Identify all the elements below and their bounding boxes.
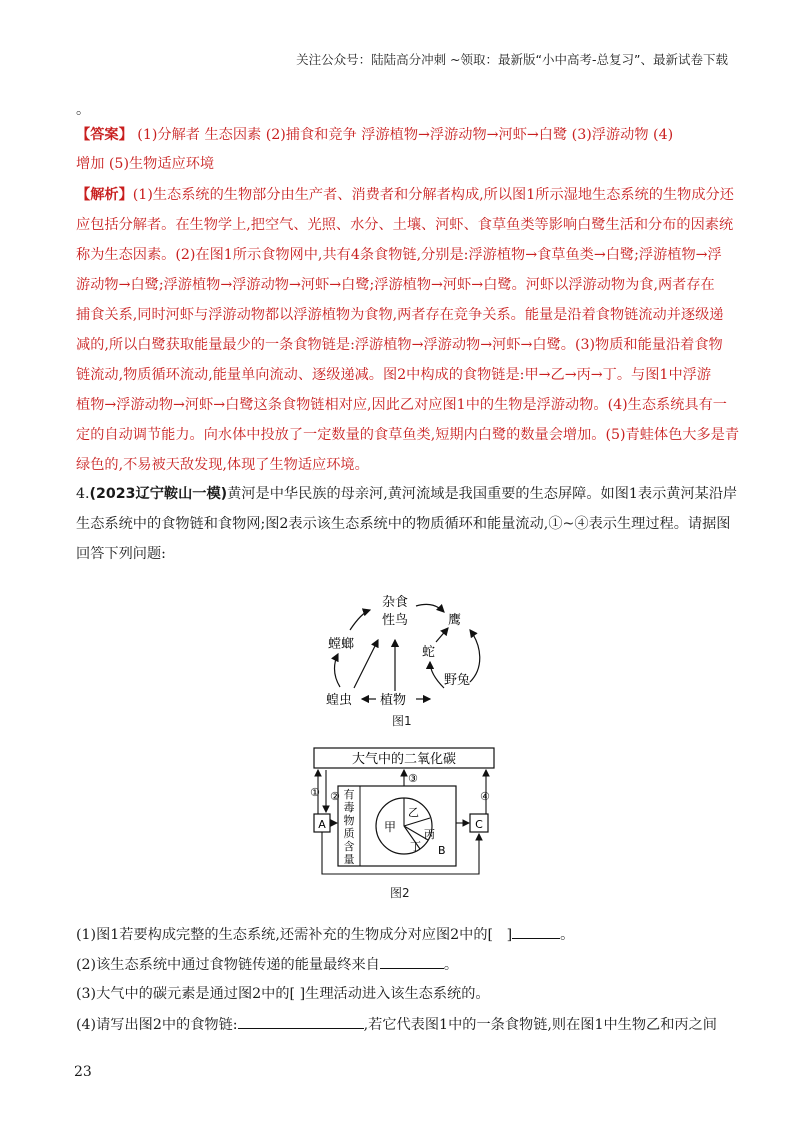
page-number: 23: [74, 1064, 92, 1080]
label-3: ③: [408, 772, 418, 785]
sub-question-1: [76, 924, 726, 945]
question4-line-2: 生态系统中的食物链和食物网;图2表示该生态系统中的物质循环和能量流动,①~④表示生理过程。请据图: [76, 516, 731, 532]
figure2-cycle-diagram: [304, 746, 504, 876]
node-plant: 植物: [380, 693, 407, 708]
question4-source: (2023辽宁鞍山一模): [89, 486, 228, 502]
q1-blank: [512, 924, 560, 939]
q2-blank: [380, 954, 444, 969]
box-c: C: [475, 818, 483, 831]
analysis-line-7: 链流动,物质循环流动,能量单向流动、逐级递减。图2中构成的食物链是:甲→乙→丙→丁。与图1中浮游: [76, 367, 712, 383]
analysis-line-4: 游动物→白鹭;浮游植物→浮游动物→河虾→白鹭;浮游植物→河虾→白鹭。河虾以浮游动物为食,两者存在: [76, 277, 715, 293]
toxic-char-3: 物: [343, 814, 355, 827]
toxic-char-5: 含: [343, 840, 355, 853]
sub-question-2: [76, 954, 726, 975]
node-locust: 蝗虫: [326, 693, 353, 708]
pie-jia: 甲: [384, 820, 397, 834]
analysis-line-1: [76, 185, 734, 205]
node-snake: 蛇: [422, 645, 436, 660]
node-rabbit: 野兔: [444, 673, 471, 688]
analysis-tag: 【解析】: [76, 187, 133, 203]
answer-text-1: (1)分解者 生态因素 (2)捕食和竞争 浮游植物→浮游动物→河虾→白鹭 (3)浮游动物 (4): [137, 127, 674, 143]
pie-ding: 丁: [410, 840, 421, 853]
toxic-char-1: 有: [343, 788, 355, 801]
figure2-caption: 图2: [390, 886, 410, 900]
box-a: A: [318, 818, 326, 831]
q2-text-a: (2)该生态系统中通过食物链传递的能量最终来自: [76, 957, 380, 973]
analysis-line-2: 应包括分解者。在生物学上,把空气、光照、水分、土壤、河虾、食草鱼类等影响白鹭生活和分布的因素统: [76, 217, 734, 233]
answer-line-1: [76, 125, 726, 145]
answer-tag: 【答案】: [76, 127, 133, 143]
toxic-char-4: 质: [343, 827, 355, 840]
q1-text-c: 。: [560, 927, 575, 943]
node-bird-2: 性鸟: [381, 613, 409, 628]
pie-yi: 乙: [408, 806, 419, 819]
q4-text-b: ,若它代表图1中的一条食物链,则在图1中生物乙和丙之间: [363, 1017, 717, 1033]
analysis-line-9: 定的自动调节能力。向水体中投放了一定数量的食草鱼类,短期内白鹭的数量会增加。(5)青蛙体色大多是青: [76, 427, 740, 443]
q2-text-b: 。: [443, 957, 459, 973]
analysis-line-3: 称为生态因素。(2)在图1所示食物网中,共有4条食物链,分别是:浮游植物→食草鱼类→白鹭;浮游植物→浮: [76, 247, 722, 263]
analysis-line-8: 植物→浮游动物→河虾→白鹭这条食物链相对应,因此乙对应图1中的生物是浮游动物。(4)生态系统具有一: [76, 397, 727, 413]
analysis-line-5: 捕食关系,同时河虾与浮游动物都以浮游植物为食物,两者存在竞争关系。能量是沿着食物链流动并逐级递: [76, 307, 724, 323]
atmosphere-label: 大气中的二氧化碳: [351, 752, 457, 767]
question4-number: 4.: [76, 486, 90, 502]
lead-mark: 。: [76, 102, 91, 118]
node-eagle: 鹰: [448, 613, 462, 628]
label-4: ④: [480, 790, 490, 803]
label-1: ①: [310, 786, 320, 799]
pie-bing: 丙: [424, 828, 435, 841]
figure1-food-web: [320, 592, 500, 716]
box-b: B: [438, 844, 446, 857]
sub-question-3: (3)大气中的碳元素是通过图2中的[ ]生理活动进入该生态系统的。: [76, 986, 490, 1002]
analysis-line-10: 绿色的,不易被天敌发现,体现了生物适应环境。: [76, 457, 369, 473]
label-2: ②: [330, 790, 340, 803]
question4-text-1: 黄河是中华民族的母亲河,黄河流域是我国重要的生态屏障。如图1表示黄河某沿岸: [227, 486, 738, 502]
figure1-caption: 图1: [392, 714, 412, 728]
sub-question-4: [76, 1014, 726, 1035]
answer-line-2: 增加 (5)生物适应环境: [76, 156, 215, 172]
toxic-char-6: 量: [343, 853, 355, 866]
node-bird-1: 杂食: [381, 595, 409, 610]
q1-text-a: (1)图1若要构成完整的生态系统,还需补充的生物成分对应图2中的[: [76, 927, 494, 943]
question4-line-3: 回答下列问题:: [76, 546, 166, 562]
question4-line-1: [76, 484, 738, 504]
q4-text-a: (4)请写出图2中的食物链:: [76, 1017, 238, 1033]
toxic-char-2: 毒: [343, 801, 355, 814]
node-mantis: 螳螂: [328, 637, 355, 652]
analysis-text-1: (1)生态系统的生物部分由生产者、消费者和分解者构成,所以图1所示湿地生态系统的生物成分还: [132, 187, 734, 203]
analysis-line-6: 减的,所以白鹭获取能量最少的一条食物链是:浮游植物→浮游动物→河虾→白鹭。(3)物质和能量沿着食物: [76, 337, 723, 353]
q1-text-b: ]: [506, 927, 513, 943]
page-header: 关注公众号：陆陆高分冲刺 ~领取：最新版“小中高考-总复习”、最新试卷下载: [296, 52, 728, 67]
q4-blank: [238, 1014, 364, 1029]
